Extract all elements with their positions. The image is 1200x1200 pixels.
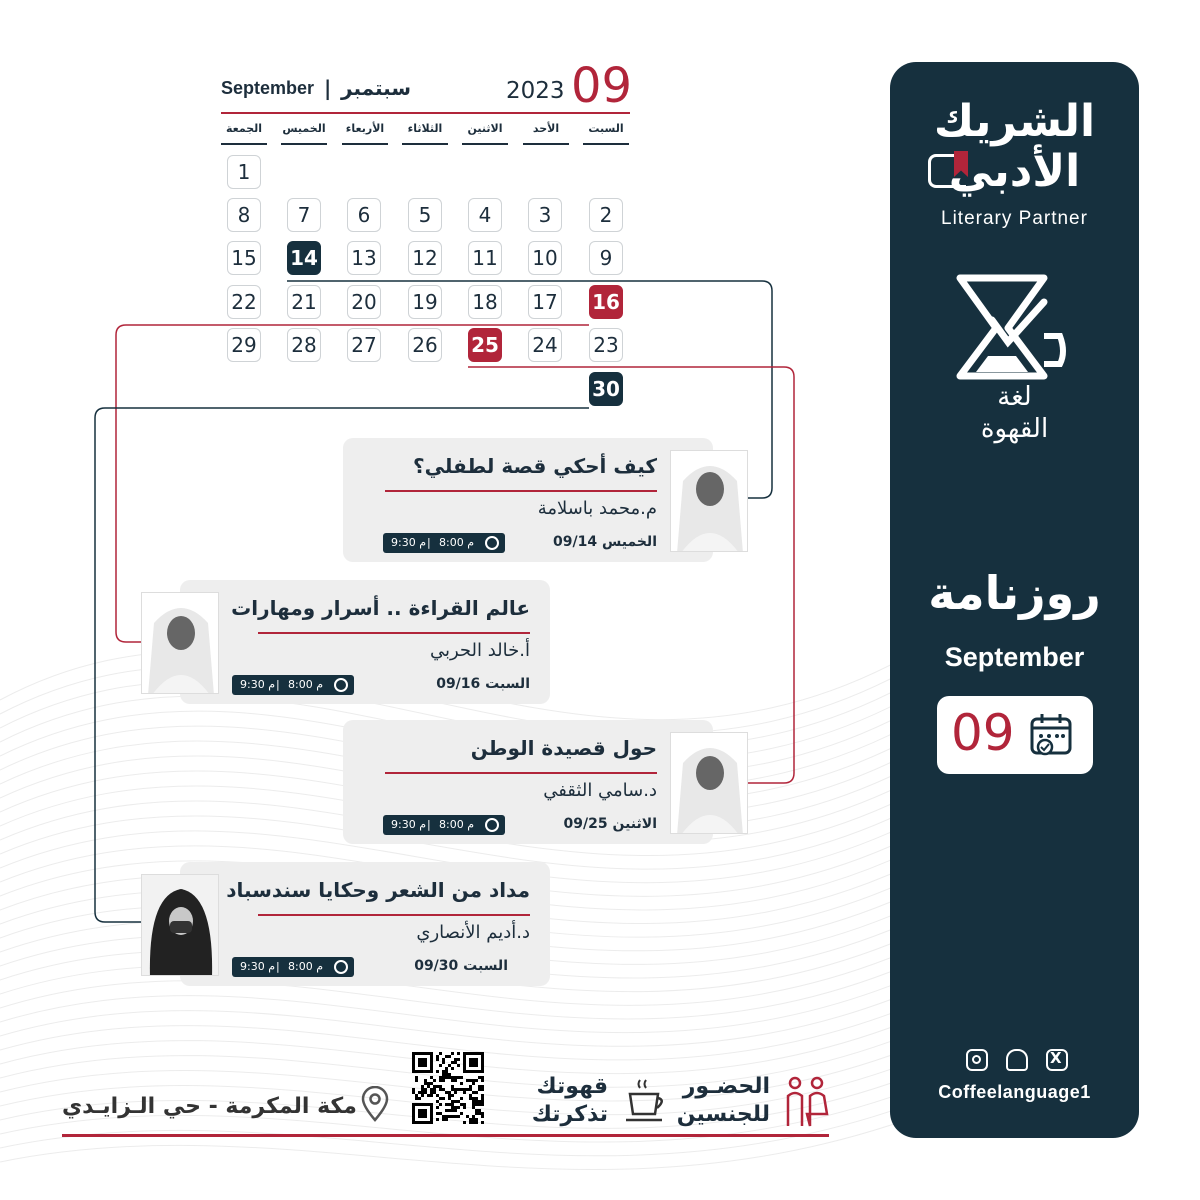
time-separator: | bbox=[276, 960, 280, 973]
calendar-day[interactable]: 11 bbox=[468, 241, 502, 275]
event-title: عالم القراءة .. أسرار ومهارات bbox=[231, 596, 530, 620]
footer-divider bbox=[62, 1134, 829, 1137]
sidebar-panel bbox=[890, 62, 1139, 1138]
calendar-month-en: September bbox=[221, 78, 315, 98]
calendar-day[interactable]: 8 bbox=[227, 198, 261, 232]
calendar-year: 2023 bbox=[506, 78, 565, 104]
event-time-start: 8:00 م bbox=[288, 960, 324, 973]
qr-code[interactable] bbox=[412, 1052, 484, 1124]
event-speaker: د.أديم الأنصاري bbox=[416, 922, 530, 943]
event-time-pill bbox=[383, 533, 505, 553]
calendar-day-event[interactable]: 16 bbox=[589, 285, 623, 319]
calendar-day[interactable]: 5 bbox=[408, 198, 442, 232]
social-icons bbox=[966, 1049, 1068, 1071]
calendar-day[interactable]: 9 bbox=[589, 241, 623, 275]
snapchat-icon[interactable] bbox=[1006, 1049, 1028, 1071]
coffee-cup-icon bbox=[624, 1078, 668, 1124]
calendar-day[interactable]: 1 bbox=[227, 155, 261, 189]
clock-icon bbox=[334, 960, 348, 974]
time-separator: | bbox=[427, 818, 431, 831]
calendar-day[interactable]: 12 bbox=[408, 241, 442, 275]
calendar-day[interactable]: 4 bbox=[468, 198, 502, 232]
event-title: مداد من الشعر وحكايا سندسباد bbox=[226, 878, 530, 902]
attendance-line1: الحضـور bbox=[682, 1074, 770, 1099]
event-time-pill bbox=[232, 675, 354, 695]
clock-icon bbox=[485, 818, 499, 832]
partner-title-en: Literary Partner bbox=[941, 208, 1088, 229]
weekday-wed: الأربعاء bbox=[342, 122, 388, 145]
x-icon[interactable]: X bbox=[1046, 1049, 1068, 1071]
calendar-day[interactable]: 6 bbox=[347, 198, 381, 232]
event-date: السبت 09/30 bbox=[414, 958, 508, 974]
event-date: الخميس 09/14 bbox=[553, 534, 657, 550]
event-card-4[interactable] bbox=[180, 862, 550, 986]
event-time-start: 8:00 م bbox=[288, 678, 324, 691]
event-date: السبت 09/16 bbox=[436, 676, 530, 692]
weekday-mon: الاثنين bbox=[462, 122, 508, 145]
instagram-icon[interactable] bbox=[966, 1049, 988, 1071]
clock-icon bbox=[334, 678, 348, 692]
coffee-hourglass-logo-icon bbox=[948, 272, 1078, 382]
event-card-3[interactable] bbox=[343, 720, 713, 844]
clock-icon bbox=[485, 536, 499, 550]
calendar-day[interactable]: 29 bbox=[227, 328, 261, 362]
event-speaker: أ.خالد الحربي bbox=[429, 640, 530, 661]
calendar-separator: | bbox=[324, 76, 332, 100]
event-time-pill bbox=[232, 957, 354, 977]
speaker-photo bbox=[141, 592, 219, 694]
calendar-day[interactable]: 26 bbox=[408, 328, 442, 362]
people-icon bbox=[782, 1076, 830, 1128]
event-time-pill bbox=[383, 815, 505, 835]
event-speaker: م.محمد باسلامة bbox=[537, 498, 657, 519]
calendar-day[interactable]: 10 bbox=[528, 241, 562, 275]
event-time-end: 9:30 م bbox=[391, 818, 427, 831]
speaker-photo bbox=[141, 874, 219, 976]
event-title: حول قصيدة الوطن bbox=[470, 736, 657, 760]
month-badge bbox=[937, 696, 1093, 774]
coffee-line2: تذكرتك bbox=[531, 1102, 608, 1127]
calendar-day[interactable]: 21 bbox=[287, 285, 321, 319]
calendar-month-ar: سبتمبر bbox=[341, 76, 412, 100]
calendar-day-event[interactable]: 14 bbox=[287, 241, 321, 275]
event-time-end: 9:30 م bbox=[391, 536, 427, 549]
calendar-day-event[interactable]: 25 bbox=[468, 328, 502, 362]
calendar-day[interactable]: 28 bbox=[287, 328, 321, 362]
event-card-2[interactable] bbox=[180, 580, 550, 704]
calendar-day-event[interactable]: 30 bbox=[589, 372, 623, 406]
calendar-day[interactable]: 15 bbox=[227, 241, 261, 275]
calendar-day[interactable]: 2 bbox=[589, 198, 623, 232]
partner-title-line1: الشريك bbox=[933, 96, 1096, 147]
event-time-end: 9:30 م bbox=[240, 960, 276, 973]
location-pin-icon bbox=[360, 1086, 390, 1122]
event-time-start: 8:00 م bbox=[439, 818, 475, 831]
social-handle[interactable]: Coffeelanguage1 bbox=[938, 1082, 1091, 1102]
event-time-end: 9:30 م bbox=[240, 678, 276, 691]
calendar-header bbox=[221, 58, 633, 114]
panel-title: روزنامة bbox=[928, 566, 1101, 620]
coffee-line1: قهوتك bbox=[536, 1074, 608, 1099]
speaker-photo bbox=[670, 732, 748, 834]
time-separator: | bbox=[276, 678, 280, 691]
calendar-day[interactable]: 27 bbox=[347, 328, 381, 362]
logo-text-line1: لغة bbox=[997, 382, 1032, 412]
calendar-day[interactable]: 19 bbox=[408, 285, 442, 319]
calendar-day[interactable]: 24 bbox=[528, 328, 562, 362]
calendar-day[interactable]: 20 bbox=[347, 285, 381, 319]
event-date: الاثنين 09/25 bbox=[563, 816, 657, 832]
event-card-1[interactable] bbox=[343, 438, 713, 562]
calendar-day[interactable]: 17 bbox=[528, 285, 562, 319]
weekday-thu: الخميس bbox=[281, 122, 327, 145]
calendar-month-number: 09 bbox=[571, 58, 633, 114]
location-text: مكة المكرمة - حي الـزايـدي bbox=[62, 1094, 357, 1119]
attendance-line2: للجنسين bbox=[676, 1102, 770, 1127]
calendar-day[interactable]: 7 bbox=[287, 198, 321, 232]
panel-month-en: September bbox=[944, 642, 1085, 672]
speaker-photo bbox=[670, 450, 748, 552]
event-title: كيف أحكي قصة لطفلي؟ bbox=[413, 454, 657, 478]
title-underline bbox=[385, 772, 657, 774]
calendar-day[interactable]: 13 bbox=[347, 241, 381, 275]
calendar-day[interactable]: 23 bbox=[589, 328, 623, 362]
weekday-sun: الأحد bbox=[523, 122, 569, 145]
logo-text-line2: القهوة bbox=[980, 414, 1049, 444]
partner-title-line2: الأدبي bbox=[948, 146, 1081, 197]
title-underline bbox=[385, 490, 657, 492]
title-underline bbox=[258, 632, 530, 634]
title-underline bbox=[258, 914, 530, 916]
time-separator: | bbox=[427, 536, 431, 549]
event-time-start: 8:00 م bbox=[439, 536, 475, 549]
calendar-day[interactable]: 3 bbox=[528, 198, 562, 232]
calendar-day[interactable]: 22 bbox=[227, 285, 261, 319]
weekday-sat: السبت bbox=[583, 122, 629, 145]
event-speaker: د.سامي الثقفي bbox=[543, 780, 657, 801]
calendar-icon bbox=[1029, 712, 1075, 758]
month-badge-number: 09 bbox=[951, 704, 1015, 762]
weekday-tue: الثلاثاء bbox=[402, 122, 448, 145]
calendar-day[interactable]: 18 bbox=[468, 285, 502, 319]
weekday-fri: الجمعة bbox=[221, 122, 267, 145]
